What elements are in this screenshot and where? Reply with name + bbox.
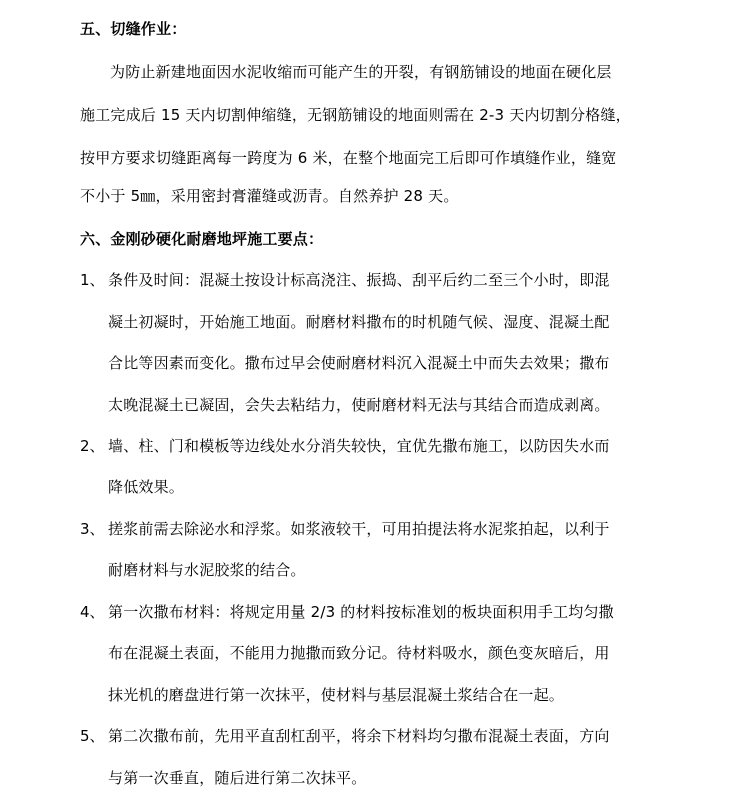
- list-item-number: 1、: [80, 271, 105, 289]
- list-item-line: 与第一次垂直，随后进行第二次抹平。: [108, 769, 367, 787]
- list-item-line: 条件及时间：混凝土按设计标高浇注、振捣、刮平后约二至三个小时，即混: [108, 271, 610, 289]
- list-item-line: 墙、柱、门和模板等边线处水分消失较快，宜优先撒布施工，以防因失水而: [108, 437, 610, 455]
- list-item-line: 搓浆前需去除泌水和浮浆。如浆液较干，可用拍提法将水泥浆拍起，以利于: [108, 520, 610, 538]
- list-item-line: 太晚混凝土已凝固，会失去粘结力，使耐磨材料无法与其结合而造成剥离。: [108, 396, 610, 414]
- paragraph-line: 不小于 5㎜，采用密封膏灌缝或沥青。自然养护 28 天。: [80, 187, 459, 205]
- section-heading: 五、切缝作业：: [80, 20, 187, 38]
- list-item-number: 2、: [80, 437, 105, 455]
- paragraph-line: 为防止新建地面因水泥收缩而可能产生的开裂，有钢筋铺设的地面在硬化层: [110, 63, 612, 81]
- list-item-line: 合比等因素而变化。撒布过早会使耐磨材料沉入混凝土中而失去效果；撒布: [108, 354, 610, 372]
- list-item-number: 4、: [80, 603, 105, 621]
- list-item-line: 布在混凝土表面，不能用力抛撒而致分记。待材料吸水，颜色变灰暗后，用: [108, 644, 610, 662]
- list-item-line: 耐磨材料与水泥胶浆的结合。: [108, 561, 306, 579]
- list-item-number: 5、: [80, 727, 105, 745]
- paragraph-line: 按甲方要求切缝距离每一跨度为 6 米，在整个地面完工后即可作填缝作业，缝宽: [80, 149, 617, 167]
- section-heading: 六、金刚砂硬化耐磨地坪施工要点：: [80, 230, 324, 248]
- list-item-line: 第一次撒布材料：将规定用量 2/3 的材料按标准划的板块面积用手工均匀撒: [108, 603, 614, 621]
- paragraph-line: 施工完成后 15 天内切割伸缩缝，无钢筋铺设的地面则需在 2-3 天内切割分格缝，: [80, 106, 631, 124]
- list-item-line: 降低效果。: [108, 478, 185, 496]
- list-item-line: 第二次撒布前，先用平直刮杠刮平，将余下材料均匀撒布混凝土表面，方向: [108, 727, 610, 745]
- list-item-line: 凝土初凝时，开始施工地面。耐磨材料撒布的时机随气候、湿度、混凝土配: [108, 313, 610, 331]
- list-item-line: 抹光机的磨盘进行第一次抹平，使材料与基层混凝土浆结合在一起。: [108, 686, 565, 704]
- list-item-number: 3、: [80, 520, 105, 538]
